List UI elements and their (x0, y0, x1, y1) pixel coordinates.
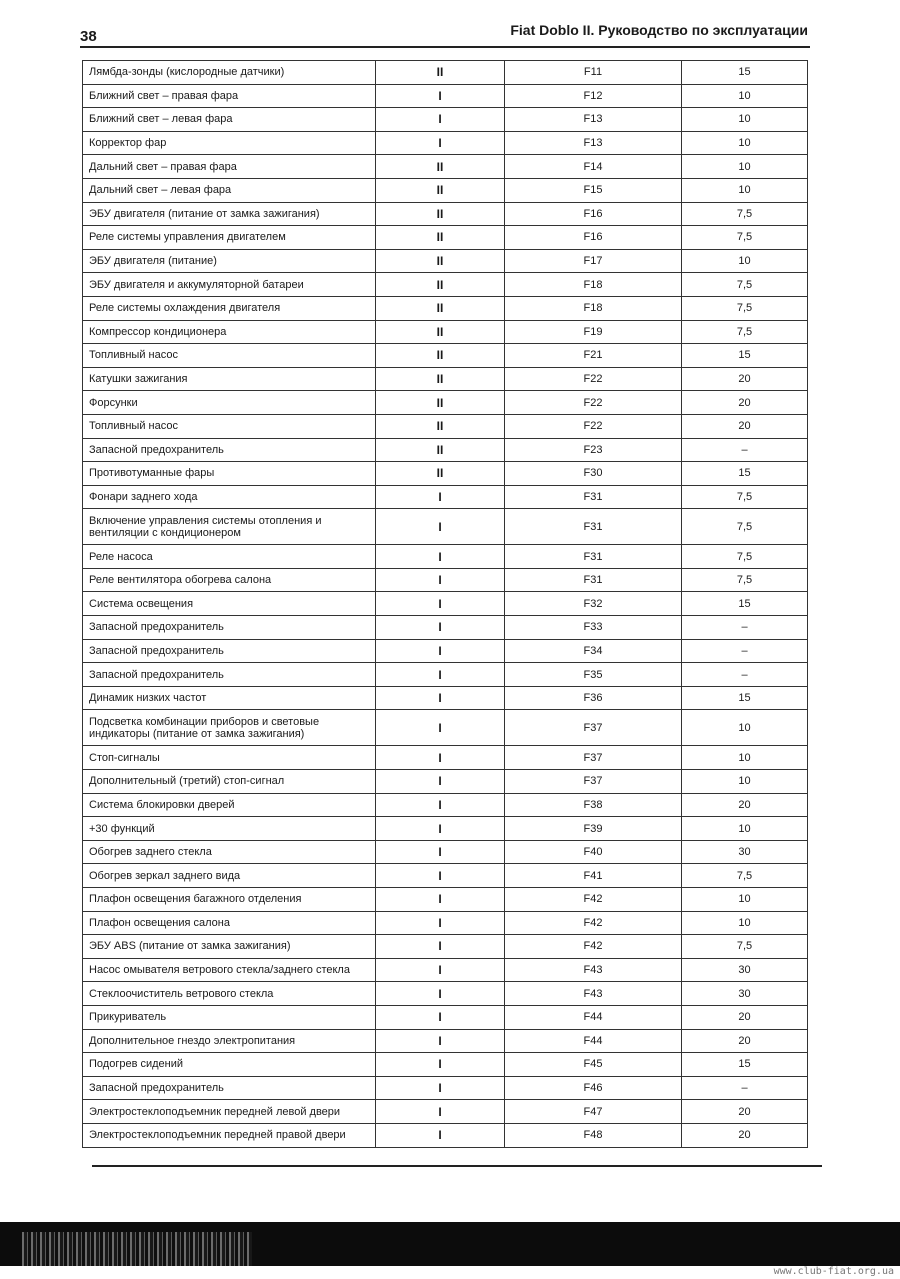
table-row (83, 746, 808, 770)
cell-function: Система блокировки дверей (83, 793, 376, 817)
cell-function: ЭБУ ABS (питание от замка зажигания) (83, 935, 376, 959)
cell-amperage: 7,5 (682, 545, 808, 569)
cell-fuse-id: F48 (505, 1123, 682, 1147)
table-row (83, 249, 808, 273)
cell-function: Запасной предохранитель (83, 438, 376, 462)
table-row (83, 1123, 808, 1147)
header-rule (80, 46, 810, 48)
cell-fuse-id: F16 (505, 202, 682, 226)
cell-function: Запасной предохранитель (83, 1076, 376, 1100)
cell-fuse-id: F44 (505, 1029, 682, 1053)
cell-amperage: 20 (682, 1005, 808, 1029)
cell-fuse-id: F42 (505, 935, 682, 959)
cell-fuse-box: I (376, 935, 505, 959)
cell-fuse-id: F43 (505, 982, 682, 1006)
cell-fuse-box: II (376, 61, 505, 85)
cell-amperage: 10 (682, 746, 808, 770)
cell-fuse-id: F31 (505, 568, 682, 592)
cell-fuse-box: I (376, 663, 505, 687)
cell-function: Топливный насос (83, 414, 376, 438)
cell-fuse-id: F35 (505, 663, 682, 687)
cell-amperage: 20 (682, 367, 808, 391)
cell-function: ЭБУ двигателя и аккумуляторной батареи (83, 273, 376, 297)
cell-function: Плафон освещения багажного отделения (83, 888, 376, 912)
cell-function: Электростеклоподъемник передней левой двери (83, 1100, 376, 1124)
cell-amperage: 30 (682, 840, 808, 864)
cell-function: Топливный насос (83, 344, 376, 368)
cell-function: Стоп-сигналы (83, 746, 376, 770)
cell-amperage: 15 (682, 1053, 808, 1077)
cell-function: Запасной предохранитель (83, 616, 376, 640)
table-row (83, 1100, 808, 1124)
cell-function: Дополнительное гнездо электропитания (83, 1029, 376, 1053)
fuse-table (82, 60, 808, 1148)
cell-fuse-box: I (376, 1029, 505, 1053)
table-row (83, 840, 808, 864)
cell-amperage: 10 (682, 710, 808, 746)
table-row (83, 770, 808, 794)
cell-fuse-id: F37 (505, 710, 682, 746)
table-row (83, 485, 808, 509)
cell-amperage: 7,5 (682, 568, 808, 592)
cell-fuse-id: F16 (505, 226, 682, 250)
table-row (83, 108, 808, 132)
cell-fuse-id: F47 (505, 1100, 682, 1124)
cell-amperage: 10 (682, 108, 808, 132)
cell-fuse-box: I (376, 817, 505, 841)
cell-fuse-box: I (376, 888, 505, 912)
cell-function: Дальний свет – левая фара (83, 178, 376, 202)
cell-fuse-box: I (376, 108, 505, 132)
table-row (83, 226, 808, 250)
cell-amperage: – (682, 639, 808, 663)
cell-amperage: 10 (682, 770, 808, 794)
cell-fuse-id: F30 (505, 462, 682, 486)
table-row (83, 888, 808, 912)
table-row (83, 616, 808, 640)
cell-function: Запасной предохранитель (83, 663, 376, 687)
table-row (83, 344, 808, 368)
cell-fuse-id: F34 (505, 639, 682, 663)
cell-function: Запасной предохранитель (83, 639, 376, 663)
table-row (83, 639, 808, 663)
table-row (83, 131, 808, 155)
table-row (83, 958, 808, 982)
cell-function: Обогрев зеркал заднего вида (83, 864, 376, 888)
cell-function: Ближний свет – левая фара (83, 108, 376, 132)
running-head-title: Fiat Doblo II. Руководство по эксплуатации (510, 22, 808, 38)
cell-fuse-box: I (376, 84, 505, 108)
cell-function: Противотуманные фары (83, 462, 376, 486)
cell-function: Динамик низких частот (83, 686, 376, 710)
table-row (83, 462, 808, 486)
cell-function: Компрессор кондиционера (83, 320, 376, 344)
cell-fuse-box: I (376, 509, 505, 545)
cell-amperage: 20 (682, 391, 808, 415)
table-row (83, 273, 808, 297)
bottom-rule (92, 1165, 822, 1167)
cell-fuse-box: I (376, 592, 505, 616)
table-row (83, 1076, 808, 1100)
cell-fuse-box: I (376, 793, 505, 817)
cell-amperage: 15 (682, 61, 808, 85)
cell-function: Ближний свет – правая фара (83, 84, 376, 108)
cell-fuse-box: I (376, 770, 505, 794)
table-row (83, 320, 808, 344)
cell-fuse-id: F45 (505, 1053, 682, 1077)
cell-fuse-box: II (376, 249, 505, 273)
cell-fuse-id: F23 (505, 438, 682, 462)
table-row (83, 84, 808, 108)
cell-fuse-box: II (376, 320, 505, 344)
cell-fuse-id: F37 (505, 770, 682, 794)
table-row (83, 296, 808, 320)
cell-amperage: – (682, 616, 808, 640)
cell-fuse-box: I (376, 131, 505, 155)
cell-fuse-id: F18 (505, 273, 682, 297)
table-row (83, 202, 808, 226)
cell-fuse-box: II (376, 178, 505, 202)
cell-function: Реле насоса (83, 545, 376, 569)
cell-fuse-box: I (376, 1100, 505, 1124)
cell-fuse-box: II (376, 296, 505, 320)
cell-fuse-id: F41 (505, 864, 682, 888)
table-row (83, 61, 808, 85)
cell-fuse-id: F17 (505, 249, 682, 273)
cell-fuse-box: I (376, 746, 505, 770)
cell-fuse-box: I (376, 710, 505, 746)
cell-fuse-box: I (376, 911, 505, 935)
cell-fuse-id: F31 (505, 509, 682, 545)
cell-amperage: 10 (682, 249, 808, 273)
cell-fuse-id: F11 (505, 61, 682, 85)
cell-fuse-id: F31 (505, 485, 682, 509)
cell-amperage: 30 (682, 982, 808, 1006)
cell-fuse-box: II (376, 155, 505, 179)
cell-fuse-box: I (376, 958, 505, 982)
table-row (83, 1005, 808, 1029)
cell-fuse-id: F22 (505, 391, 682, 415)
cell-fuse-box: I (376, 616, 505, 640)
table-row (83, 568, 808, 592)
cell-fuse-id: F44 (505, 1005, 682, 1029)
page-number: 38 (80, 28, 97, 45)
cell-fuse-id: F37 (505, 746, 682, 770)
scan-noise (22, 1232, 252, 1266)
table-row (83, 509, 808, 545)
cell-fuse-id: F22 (505, 414, 682, 438)
cell-amperage: 20 (682, 1029, 808, 1053)
cell-fuse-box: II (376, 202, 505, 226)
cell-amperage: 7,5 (682, 485, 808, 509)
cell-amperage: 10 (682, 888, 808, 912)
cell-function: ЭБУ двигателя (питание от замка зажигания) (83, 202, 376, 226)
cell-amperage: 15 (682, 462, 808, 486)
table-row (83, 663, 808, 687)
cell-fuse-box: II (376, 391, 505, 415)
cell-fuse-box: II (376, 344, 505, 368)
cell-fuse-id: F38 (505, 793, 682, 817)
cell-fuse-box: I (376, 840, 505, 864)
cell-function: Форсунки (83, 391, 376, 415)
cell-fuse-box: II (376, 438, 505, 462)
table-row (83, 367, 808, 391)
cell-fuse-id: F13 (505, 131, 682, 155)
table-row (83, 414, 808, 438)
cell-fuse-box: I (376, 1076, 505, 1100)
cell-amperage: – (682, 1076, 808, 1100)
table-row (83, 793, 808, 817)
table-row (83, 817, 808, 841)
cell-fuse-box: I (376, 639, 505, 663)
cell-fuse-id: F14 (505, 155, 682, 179)
cell-amperage: 15 (682, 686, 808, 710)
cell-fuse-box: I (376, 1005, 505, 1029)
cell-fuse-box: I (376, 1053, 505, 1077)
cell-fuse-id: F46 (505, 1076, 682, 1100)
cell-fuse-id: F39 (505, 817, 682, 841)
cell-function: Включение управления системы отопления и вентиляции с кондиционером (83, 509, 376, 545)
cell-function: Лямбда-зонды (кислородные датчики) (83, 61, 376, 85)
cell-amperage: 10 (682, 817, 808, 841)
cell-fuse-box: I (376, 1123, 505, 1147)
table-row (83, 1029, 808, 1053)
cell-fuse-box: I (376, 864, 505, 888)
cell-function: Реле вентилятора обогрева салона (83, 568, 376, 592)
table-row (83, 935, 808, 959)
cell-amperage: 10 (682, 155, 808, 179)
cell-fuse-box: II (376, 414, 505, 438)
cell-fuse-box: II (376, 367, 505, 391)
cell-fuse-id: F43 (505, 958, 682, 982)
cell-function: Электростеклоподъемник передней правой двери (83, 1123, 376, 1147)
cell-amperage: 7,5 (682, 273, 808, 297)
cell-fuse-box: II (376, 273, 505, 297)
cell-amperage: 10 (682, 131, 808, 155)
site-watermark: www.club-fiat.org.ua (773, 1266, 894, 1277)
cell-amperage: 7,5 (682, 935, 808, 959)
cell-function: Дальний свет – правая фара (83, 155, 376, 179)
cell-amperage: 20 (682, 1100, 808, 1124)
cell-fuse-id: F40 (505, 840, 682, 864)
cell-function: Плафон освещения салона (83, 911, 376, 935)
cell-fuse-id: F15 (505, 178, 682, 202)
cell-amperage: 20 (682, 1123, 808, 1147)
table-row (83, 592, 808, 616)
cell-amperage: 7,5 (682, 864, 808, 888)
cell-function: Реле системы управления двигателем (83, 226, 376, 250)
cell-fuse-id: F13 (505, 108, 682, 132)
table-row (83, 686, 808, 710)
cell-function: Насос омывателя ветрового стекла/заднего стекла (83, 958, 376, 982)
cell-function: Корректор фар (83, 131, 376, 155)
cell-function: +30 функций (83, 817, 376, 841)
cell-function: Катушки зажигания (83, 367, 376, 391)
cell-amperage: 7,5 (682, 320, 808, 344)
cell-amperage: 10 (682, 178, 808, 202)
cell-function: Прикуриватель (83, 1005, 376, 1029)
table-row (83, 1053, 808, 1077)
cell-function: Подсветка комбинации приборов и световые индикаторы (питание от замка зажигания) (83, 710, 376, 746)
cell-fuse-box: I (376, 485, 505, 509)
cell-amperage: 10 (682, 911, 808, 935)
table-row (83, 982, 808, 1006)
cell-fuse-box: I (376, 686, 505, 710)
cell-fuse-id: F21 (505, 344, 682, 368)
cell-amperage: 15 (682, 344, 808, 368)
cell-fuse-id: F19 (505, 320, 682, 344)
cell-function: Дополнительный (третий) стоп-сигнал (83, 770, 376, 794)
cell-amperage: 7,5 (682, 226, 808, 250)
scan-edge-band (0, 1222, 900, 1266)
cell-fuse-id: F32 (505, 592, 682, 616)
cell-fuse-box: I (376, 982, 505, 1006)
cell-function: Подогрев сидений (83, 1053, 376, 1077)
cell-fuse-id: F18 (505, 296, 682, 320)
cell-fuse-id: F36 (505, 686, 682, 710)
cell-fuse-box: II (376, 226, 505, 250)
cell-amperage: 10 (682, 84, 808, 108)
table-row (83, 710, 808, 746)
cell-amperage: 7,5 (682, 509, 808, 545)
cell-amperage: 20 (682, 793, 808, 817)
table-row (83, 864, 808, 888)
cell-fuse-id: F12 (505, 84, 682, 108)
cell-fuse-id: F31 (505, 545, 682, 569)
table-row (83, 178, 808, 202)
cell-fuse-id: F33 (505, 616, 682, 640)
cell-amperage: – (682, 663, 808, 687)
cell-fuse-box: I (376, 568, 505, 592)
cell-function: Реле системы охлаждения двигателя (83, 296, 376, 320)
cell-function: Стеклоочиститель ветрового стекла (83, 982, 376, 1006)
cell-function: Обогрев заднего стекла (83, 840, 376, 864)
cell-fuse-id: F42 (505, 911, 682, 935)
table-row (83, 438, 808, 462)
cell-function: Система освещения (83, 592, 376, 616)
cell-amperage: – (682, 438, 808, 462)
cell-fuse-id: F22 (505, 367, 682, 391)
cell-amperage: 7,5 (682, 296, 808, 320)
fuse-table-body (83, 61, 808, 1148)
table-row (83, 545, 808, 569)
table-row (83, 391, 808, 415)
table-row (83, 911, 808, 935)
cell-fuse-id: F42 (505, 888, 682, 912)
cell-amperage: 15 (682, 592, 808, 616)
cell-amperage: 30 (682, 958, 808, 982)
cell-amperage: 7,5 (682, 202, 808, 226)
table-row (83, 155, 808, 179)
cell-function: ЭБУ двигателя (питание) (83, 249, 376, 273)
cell-fuse-box: I (376, 545, 505, 569)
cell-function: Фонари заднего хода (83, 485, 376, 509)
cell-amperage: 20 (682, 414, 808, 438)
cell-fuse-box: II (376, 462, 505, 486)
